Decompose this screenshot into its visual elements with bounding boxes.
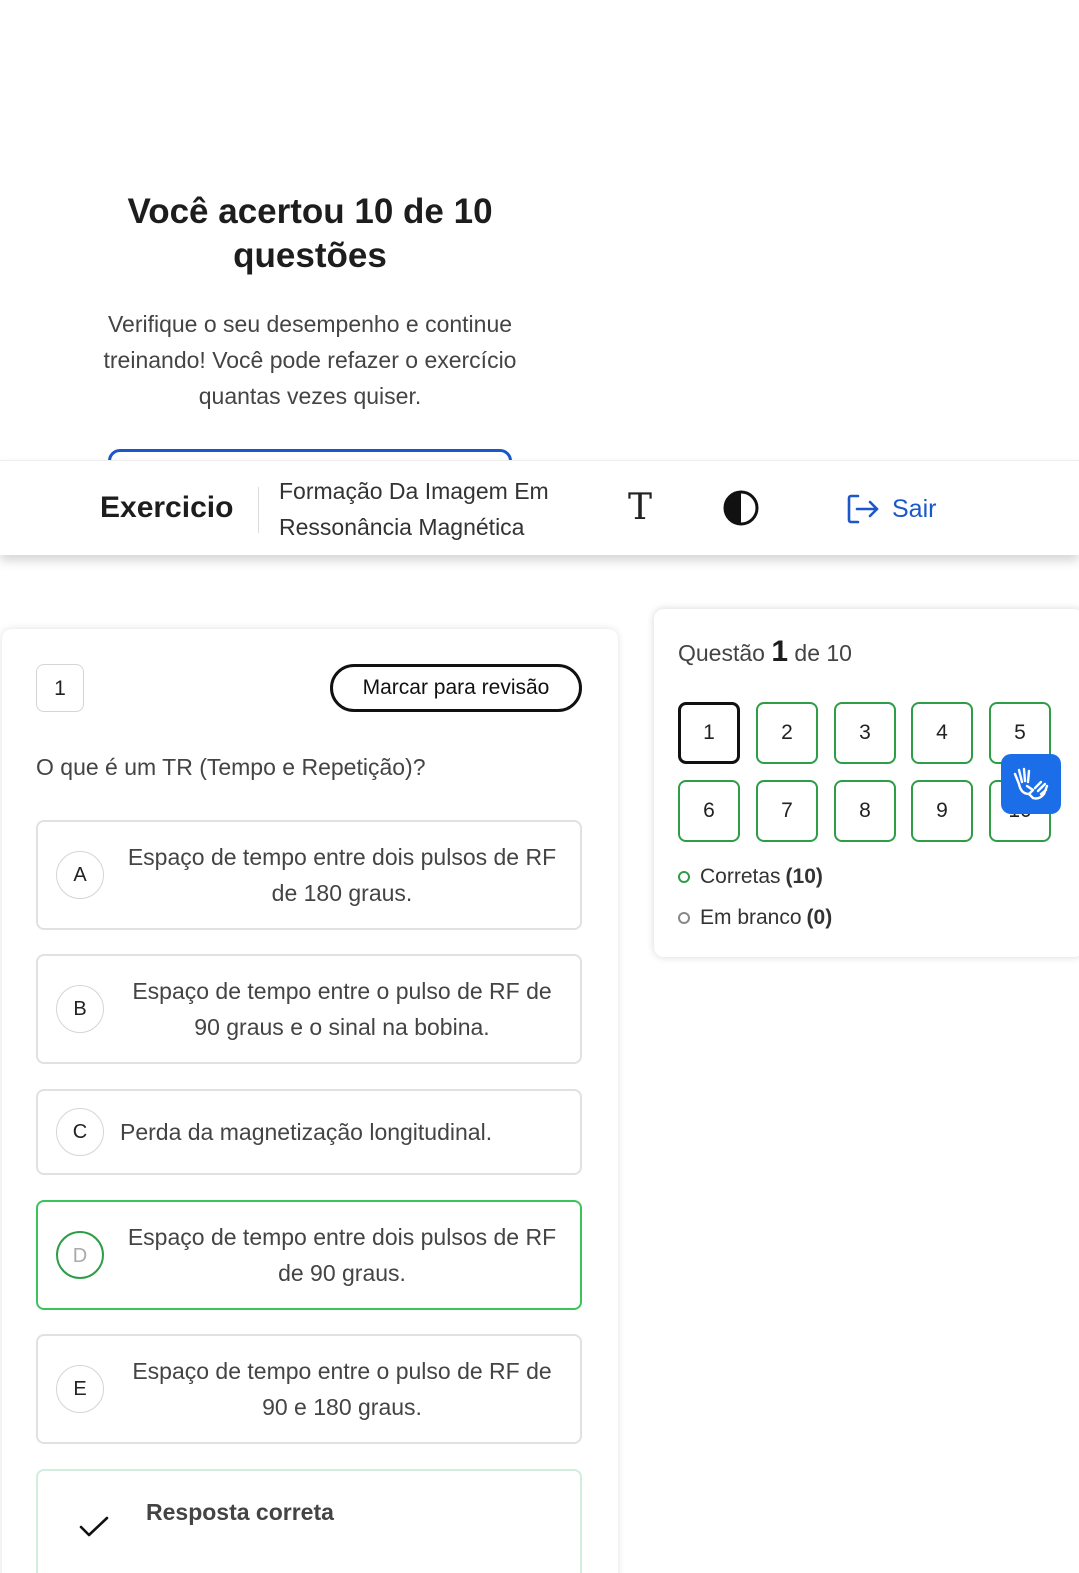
option-letter: B	[56, 985, 104, 1033]
option-text: Espaço de tempo entre dois pulsos de RF de 90 graus.	[127, 1224, 557, 1286]
font-size-button[interactable]	[618, 483, 662, 533]
top-bar	[0, 460, 1079, 555]
option-letter: D	[56, 1231, 104, 1279]
check-icon	[78, 1515, 110, 1539]
question-number: 1	[36, 664, 84, 712]
counter-suffix: de 10	[794, 640, 852, 666]
nav-question-7[interactable]: 7	[756, 780, 818, 842]
correct-answer-label: Resposta correta	[146, 1499, 334, 1525]
question-counter	[678, 635, 852, 669]
option-text: Espaço de tempo entre o pulso de RF de 90 graus e o sinal na bobina.	[132, 978, 552, 1040]
exit-label: Sair	[892, 494, 937, 523]
sign-language-widget[interactable]	[1001, 754, 1061, 814]
nav-question-8[interactable]: 8	[834, 780, 896, 842]
option-letter: C	[56, 1108, 104, 1156]
nav-question-1[interactable]: 1	[678, 702, 740, 764]
font-size-icon: T	[627, 487, 652, 528]
nav-question-6[interactable]: 6	[678, 780, 740, 842]
option-e[interactable]	[36, 1334, 582, 1444]
logout-icon	[846, 493, 880, 525]
contrast-button[interactable]	[722, 489, 760, 527]
option-letter: E	[56, 1365, 104, 1413]
legend-correct-label: Corretas	[700, 865, 781, 888]
contrast-icon	[722, 489, 760, 527]
nav-question-5[interactable]: 5	[989, 702, 1051, 764]
option-d[interactable]	[36, 1200, 582, 1310]
nav-question-4[interactable]: 4	[911, 702, 973, 764]
blank-dot-icon	[678, 912, 690, 924]
nav-question-2[interactable]: 2	[756, 702, 818, 764]
legend-correct-count: (10)	[785, 865, 823, 888]
legend-correct	[678, 865, 823, 889]
result-title: Você acertou 10 de 10 questões	[127, 192, 493, 275]
correct-answer-panel	[36, 1469, 582, 1573]
nav-question-3[interactable]: 3	[834, 702, 896, 764]
option-text: Espaço de tempo entre o pulso de RF de 90 e 180 graus.	[132, 1358, 552, 1420]
sign-language-hands-icon	[1011, 764, 1051, 804]
correct-dot-icon	[678, 871, 690, 883]
option-a[interactable]	[36, 820, 582, 930]
counter-current: 1	[771, 635, 789, 668]
question-card	[2, 629, 618, 1573]
option-text: Perda da magnetização longitudinal.	[120, 1119, 493, 1145]
nav-question-9[interactable]: 9	[911, 780, 973, 842]
mark-for-review-button[interactable]: Marcar para revisão	[330, 664, 582, 712]
course-title: Formação Da Imagem Em Ressonância Magnética	[279, 478, 549, 540]
exit-button[interactable]	[846, 491, 936, 527]
legend-blank-label: Em branco	[700, 906, 802, 929]
counter-prefix: Questão	[678, 640, 765, 666]
legend-blank-count: (0)	[806, 906, 833, 929]
option-c[interactable]	[36, 1089, 582, 1175]
option-b[interactable]	[36, 954, 582, 1064]
result-subtitle: Verifique o seu desempenho e continue treinando! Você pode refazer o exercício quantas vezes quiser.	[103, 311, 517, 409]
option-letter: A	[56, 851, 104, 899]
legend-blank	[678, 906, 832, 930]
brand-label: Exercicio	[100, 491, 234, 524]
header-divider	[258, 487, 259, 533]
option-text: Espaço de tempo entre dois pulsos de RF de 180 graus.	[127, 844, 557, 906]
question-text: O que é um TR (Tempo e Repetição)?	[36, 754, 426, 780]
